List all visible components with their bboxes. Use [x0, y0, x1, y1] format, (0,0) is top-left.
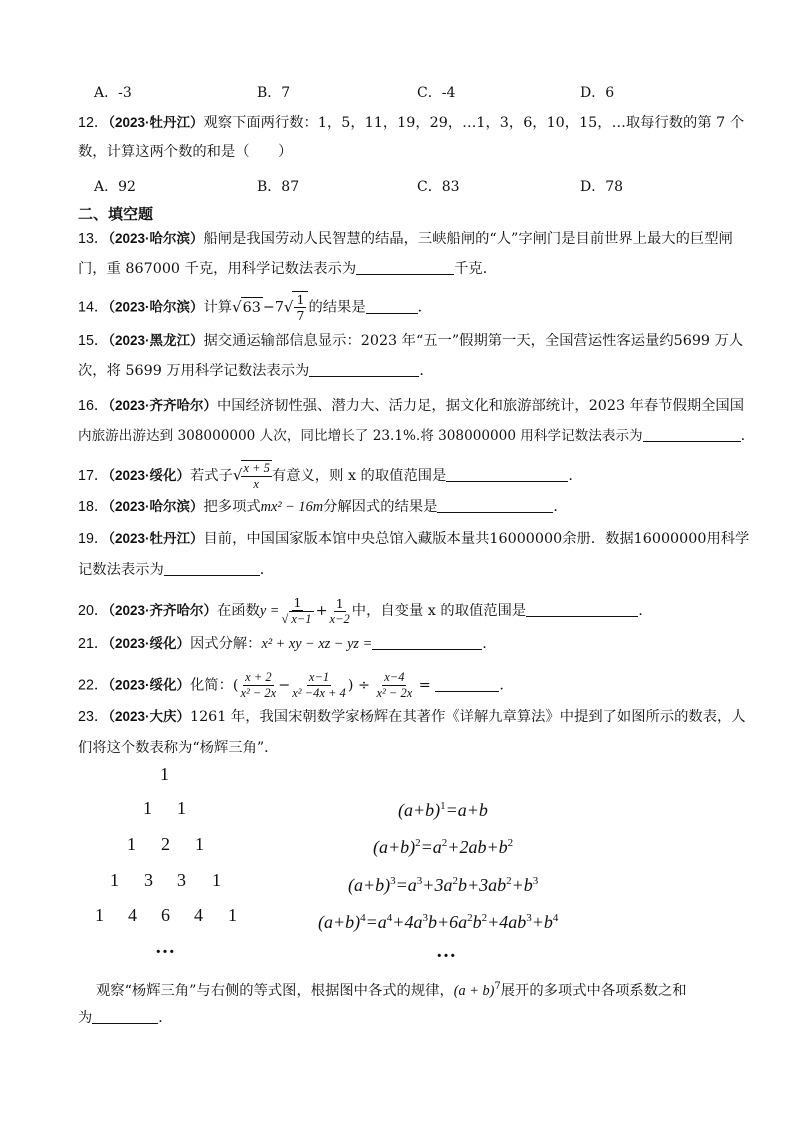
triangle-number: 2: [161, 834, 170, 854]
answer-blank[interactable]: [372, 635, 482, 650]
denominator: x: [253, 477, 259, 491]
eq-part: (a+b): [398, 800, 441, 820]
math-operator: +: [315, 603, 328, 619]
eq-exp: 3: [532, 875, 539, 887]
fraction: [374, 670, 414, 701]
question-source: （2023·哈尔滨）: [108, 231, 204, 246]
eq-part: +3a: [422, 875, 453, 895]
section-heading: 二、填空题: [78, 206, 154, 223]
q12-choice-c: C．83: [417, 179, 460, 195]
q16-line1: [78, 396, 748, 416]
question-number: 15．: [78, 333, 109, 349]
q21-line: [78, 634, 748, 654]
question-text: 在函数: [216, 603, 260, 619]
question-text: 记数法表示为: [78, 562, 164, 578]
q12-choice-a: A．92: [94, 179, 136, 195]
math-operator: −7: [262, 299, 284, 316]
triangle-number: 1: [212, 870, 221, 890]
punctuation: .: [482, 636, 487, 652]
triangle-number: 4: [128, 905, 137, 925]
triangle-number: 1: [110, 870, 119, 890]
math-expression: x² + xy − xz − yz =: [261, 636, 373, 652]
ellipsis: …: [436, 940, 456, 962]
eq-part: +b: [511, 875, 533, 895]
eq-exp: 2: [506, 875, 512, 887]
question-text: 目前，中国国家版本馆中央总馆入藏版本量共16000000余册．数据16000000用科学: [203, 531, 750, 547]
q11-choice-a: A．-3: [94, 85, 132, 101]
q18-line: [78, 497, 748, 517]
radical-sign: √: [232, 466, 243, 484]
denominator: x² − 2x: [240, 686, 277, 700]
question-number: 19．: [78, 531, 109, 547]
question-number: 14．: [78, 299, 109, 316]
question-text: 观察下面两行数：1，5，11，19，29，…1，3，6，10，15，…取每行数的第 7 个: [203, 115, 745, 131]
eq-part: (a+b): [348, 875, 391, 895]
equation-3: [348, 875, 538, 896]
answer-blank[interactable]: [446, 467, 568, 482]
numerator: x + 5: [243, 461, 270, 475]
question-number: 18．: [78, 499, 109, 515]
eq-exp: 2: [452, 875, 458, 887]
question-text: 若式子: [189, 468, 233, 484]
question-source: （2023·牡丹江）: [108, 531, 204, 546]
eq-exp: 3: [422, 912, 428, 924]
math-operator: ÷: [357, 677, 370, 694]
fraction: [279, 595, 315, 627]
q14-line: [78, 291, 748, 323]
eq-exp: 3: [526, 912, 532, 924]
answer-blank[interactable]: [437, 498, 553, 513]
radical-sign: √: [232, 297, 242, 316]
eq-exp: 4: [552, 912, 559, 924]
triangle-number: 1: [127, 834, 136, 854]
question-text: 中，自变量 x 的取值范围是: [351, 603, 527, 619]
q23-line1: [78, 707, 748, 727]
equation-4: [318, 912, 558, 933]
q13-line2: [78, 259, 748, 279]
question-text: 观察“杨辉三角”与右侧的等式图，根据图中各式的规律，: [96, 982, 454, 999]
question-text: 内旅游出游达到 308000000 人次，同比增长了 23.1%.将 308000000 用科学记数法表示为: [78, 428, 643, 444]
question-number: 12．: [78, 115, 109, 131]
q20-line: [78, 595, 748, 627]
question-text: 次，将 5699 万用科学记数法表示为: [78, 363, 310, 379]
punctuation: ．: [417, 299, 432, 316]
punctuation: .: [740, 428, 746, 444]
eq-part: b: [472, 912, 482, 932]
q15-line2: [78, 361, 748, 381]
numerator: x−4: [384, 670, 405, 684]
eq-exp: 4: [386, 912, 393, 924]
question-source: （2023·黑龙江）: [108, 333, 204, 348]
punctuation: .: [638, 603, 643, 619]
answer-blank[interactable]: [643, 427, 741, 442]
numerator: 1: [296, 292, 305, 307]
eq-exp: 2: [441, 837, 448, 849]
question-number: 16．: [78, 398, 109, 414]
question-source: （2023·齐齐哈尔）: [108, 603, 217, 618]
numerator: x + 2: [245, 670, 272, 684]
fraction: [238, 670, 278, 701]
question-source: （2023·绥化）: [108, 636, 190, 651]
eq-exp: 7: [494, 981, 501, 992]
answer-blank[interactable]: [309, 362, 419, 377]
eq-part: =a: [420, 837, 442, 857]
question-text: 化简：(: [189, 677, 239, 694]
question-source: （2023·绥化）: [108, 468, 190, 483]
q11-choice-d: D．6: [580, 85, 615, 101]
answer-blank[interactable]: [526, 602, 638, 617]
answer-blank[interactable]: [92, 1009, 158, 1024]
question-source: （2023·牡丹江）: [108, 115, 204, 130]
triangle-number: 1: [95, 905, 104, 925]
eq-exp: 3: [390, 875, 396, 887]
math-operator: −: [278, 677, 291, 694]
triangle-number: 1: [195, 834, 204, 854]
eq-exp: 2: [481, 912, 488, 924]
triangle-number: 1: [177, 798, 186, 818]
equation-2: [373, 837, 513, 858]
punctuation: ．: [419, 363, 434, 379]
numerator: x−1: [308, 670, 330, 684]
answer-blank[interactable]: [366, 299, 418, 314]
punctuation: .: [568, 468, 573, 484]
q11-choice-b: B．7: [257, 85, 291, 101]
eq-part: (a+b): [373, 837, 416, 857]
eq-part: +4a: [392, 912, 423, 932]
question-text: 把多项式: [203, 499, 261, 515]
q13-line1: [78, 229, 748, 249]
question-source: （2023·绥化）: [108, 677, 190, 693]
question-text: 的结果是: [308, 299, 366, 316]
eq-exp: 2: [507, 837, 514, 849]
question-text: 门，重 867000 千克，用科学记数法表示为: [78, 261, 357, 277]
q19-line1: [78, 529, 748, 549]
triangle-number: 1: [228, 905, 237, 925]
question-text: 有意义，则 x 的取值范围是: [271, 468, 447, 484]
triangle-number: 4: [194, 905, 203, 925]
fraction: [328, 596, 352, 627]
numerator: 1: [293, 595, 302, 610]
question-number: 23．: [78, 709, 109, 725]
radicand: x−1: [291, 612, 312, 626]
radicand: 63: [241, 297, 263, 318]
question-text: 因式分解：: [189, 636, 262, 652]
q16-line2: [78, 426, 748, 446]
eq-exp: 2: [467, 912, 473, 924]
triangle-number: 3: [177, 870, 186, 890]
q23-line3: [96, 977, 748, 1001]
question-number: 20．: [78, 603, 109, 619]
punctuation: ．: [158, 1010, 173, 1026]
answer-blank[interactable]: [356, 260, 454, 275]
eq-exp: 2: [415, 837, 421, 849]
ellipsis: …: [155, 936, 175, 958]
triangle-number: 6: [161, 905, 170, 925]
fraction: [290, 670, 348, 701]
math-expression: mx² − 16m: [260, 499, 324, 515]
triangle-number: 1: [160, 764, 169, 784]
question-text: 计算: [203, 299, 233, 316]
eq-part: +b: [531, 912, 553, 932]
question-source: （2023·齐齐哈尔）: [108, 398, 217, 413]
denominator: x² − 2x: [376, 686, 413, 700]
eq-part: =a+b: [445, 800, 488, 820]
question-number: 13．: [78, 231, 109, 247]
denominator: √ x−1: [281, 612, 312, 626]
question-text: 分解因式的结果是: [323, 499, 438, 515]
question-text: 据交通运输部信息显示：2023 年“五一”假期第一天，全国营运性客运量约5699 万人: [203, 333, 744, 349]
q12-choice-d: D．78: [580, 179, 624, 195]
question-text: 船闸是我国劳动人民智慧的结晶，三峡船闸的“人”字闸门是目前世界上最大的巨型闸: [203, 231, 733, 247]
eq-part: +4ab: [487, 912, 527, 932]
question-source: （2023·大庆）: [108, 709, 190, 724]
denominator: x−2: [329, 611, 350, 626]
math-expression: y =: [259, 603, 280, 619]
q22-line: [78, 670, 748, 701]
question-source: （2023·哈尔滨）: [108, 299, 204, 315]
eq-exp: 3: [416, 875, 423, 887]
q19-line2: [78, 560, 748, 580]
answer-blank[interactable]: [435, 677, 499, 692]
eq-part: b+6a: [427, 912, 468, 932]
eq-part: +2ab+b: [447, 837, 508, 857]
punctuation: ．: [259, 562, 275, 578]
question-source: （2023·哈尔滨）: [108, 499, 204, 514]
answer-blank[interactable]: [164, 561, 260, 576]
q17-line: [78, 460, 748, 492]
q15-line1: [78, 331, 748, 351]
eq-exp: 1: [440, 800, 446, 812]
fraction: [240, 460, 271, 492]
punctuation: .: [499, 677, 504, 694]
question-text: 展开的多项式中各项系数之和: [500, 982, 687, 999]
math-expression: (a + b): [453, 982, 495, 999]
question-number: 22．: [78, 677, 109, 694]
fraction: [294, 292, 306, 323]
eq-exp: 4: [360, 912, 366, 924]
equation-1: [398, 800, 488, 821]
triangle-number: 3: [144, 870, 153, 890]
radical-sign: √: [283, 297, 294, 316]
eq-part: =a: [395, 875, 417, 895]
question-text: 中国经济韧性强、潜力大、活力足，据文化和旅游部统计，2023 年春节假期全国国: [216, 398, 745, 414]
question-number: 21．: [78, 636, 109, 652]
question-text: 千克．: [454, 261, 498, 277]
math-operator: ): [347, 677, 354, 694]
q23-line2: 们将这个数表称为“杨辉三角”．: [78, 740, 279, 756]
eq-part: =a: [365, 912, 387, 932]
math-operator: =: [418, 677, 431, 694]
question-number: 17．: [78, 468, 109, 484]
punctuation: ．: [553, 499, 568, 515]
triangle-number: 1: [143, 798, 152, 818]
eq-part: b+3ab: [457, 875, 507, 895]
q23-line4: [78, 1008, 748, 1028]
numerator: 1: [335, 595, 344, 611]
q12-choice-b: B．87: [257, 179, 300, 195]
q11-choice-c: C．-4: [417, 85, 456, 101]
q12-line1: [78, 113, 748, 133]
question-text: 1261 年，我国宋朝数学家杨辉在其著作《详解九章算法》中提到了如图所示的数表，人: [189, 709, 746, 725]
eq-part: (a+b): [318, 912, 361, 932]
denominator: 7: [296, 308, 305, 323]
denominator: x² −4x + 4: [292, 686, 346, 700]
question-text: 为: [78, 1010, 93, 1026]
q12-line2: 数，计算这两个数的和是（ ）: [78, 144, 293, 160]
